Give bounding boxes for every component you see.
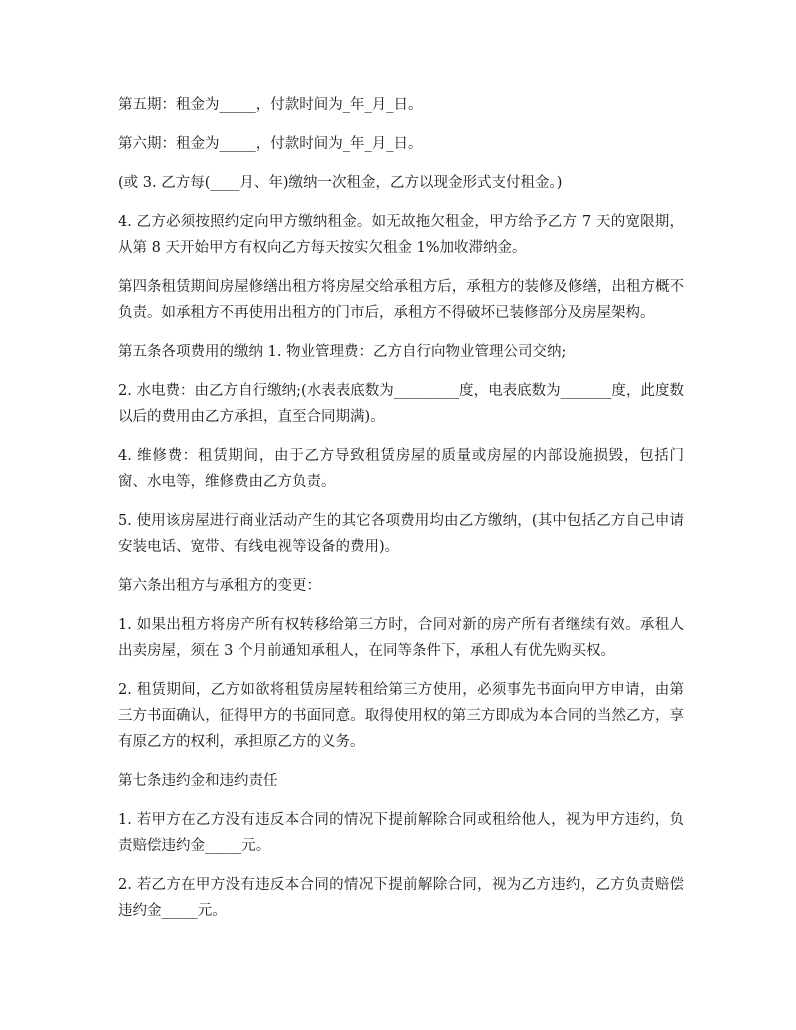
paragraph-article-4-repairs: 第四条租赁期间房屋修缮出租方将房屋交给承租方后，承租方的装修及修缮，出租方概不负责。如承租方不再使用出租方的门市后，承租方不得破坏已装修部分及房屋架构。 xyxy=(118,279,684,321)
paragraph-commercial-fees: 5. 使用该房屋进行商业活动产生的其它各项费用均由乙方缴纳，(其中包括乙方自己申请安装电话、宽带、有线电视等设备的费用)。 xyxy=(118,513,684,555)
paragraph-article-5-fees: 第五条各项费用的缴纳 1. 物业管理费：乙方自行向物业管理公司交纳; xyxy=(118,344,567,360)
paragraph-rent-phase-6: 第六期：租金为_____，付款时间为_年_月_日。 xyxy=(118,136,423,152)
paragraph-lessor-breach: 1. 若甲方在乙方没有违反本合同的情况下提前解除合同或租给他人，视为甲方违约，负责赔偿违约金_____元。 xyxy=(118,812,684,854)
paragraph-sublease: 2. 租赁期间，乙方如欲将租赁房屋转租给第三方使用，必须事先书面向甲方申请，由第三方书面确认，征得甲方的书面同意。取得使用权的第三方即成为本合同的当然乙方，享有原乙方的权利，承担原乙方的义务。 xyxy=(118,682,684,750)
document-body xyxy=(118,92,684,937)
paragraph-rent-phase-5: 第五期：租金为_____，付款时间为_年_月_日。 xyxy=(118,97,423,113)
paragraph-utilities: 2. 水电费：由乙方自行缴纳;(水表表底数为_________度，电表底数为_______度，此度数以后的费用由乙方承担，直至合同期满)。 xyxy=(118,383,684,425)
paragraph-ownership-transfer: 1. 如果出租方将房产所有权转移给第三方时，合同对新的房产所有者继续有效。承租人出卖房屋，须在 3 个月前通知承租人，在同等条件下，承租人有优先购买权。 xyxy=(118,617,684,659)
paragraph-rent-alternative: (或 3. 乙方每(____月、年)缴纳一次租金，乙方以现金形式支付租金。) xyxy=(118,175,563,191)
paragraph-article-6-heading: 第六条出租方与承租方的变更： xyxy=(118,578,321,594)
paragraph-maintenance-fee: 4. 维修费：租赁期间，由于乙方导致租赁房屋的质量或房屋的内部设施损毁，包括门窗、水电等，维修费由乙方负责。 xyxy=(118,448,684,490)
paragraph-article-7-heading: 第七条违约金和违约责任 xyxy=(118,773,278,789)
paragraph-rent-payment-obligation: 4. 乙方必须按照约定向甲方缴纳租金。如无故拖欠租金，甲方给予乙方 7 天的宽限期，从第 8 天开始甲方有权向乙方每天按实欠租金 1%加收滞纳金。 xyxy=(118,214,684,256)
paragraph-lessee-breach: 2. 若乙方在甲方没有违反本合同的情况下提前解除合同，视为乙方违约，乙方负责赔偿违约金_____元。 xyxy=(118,877,684,919)
